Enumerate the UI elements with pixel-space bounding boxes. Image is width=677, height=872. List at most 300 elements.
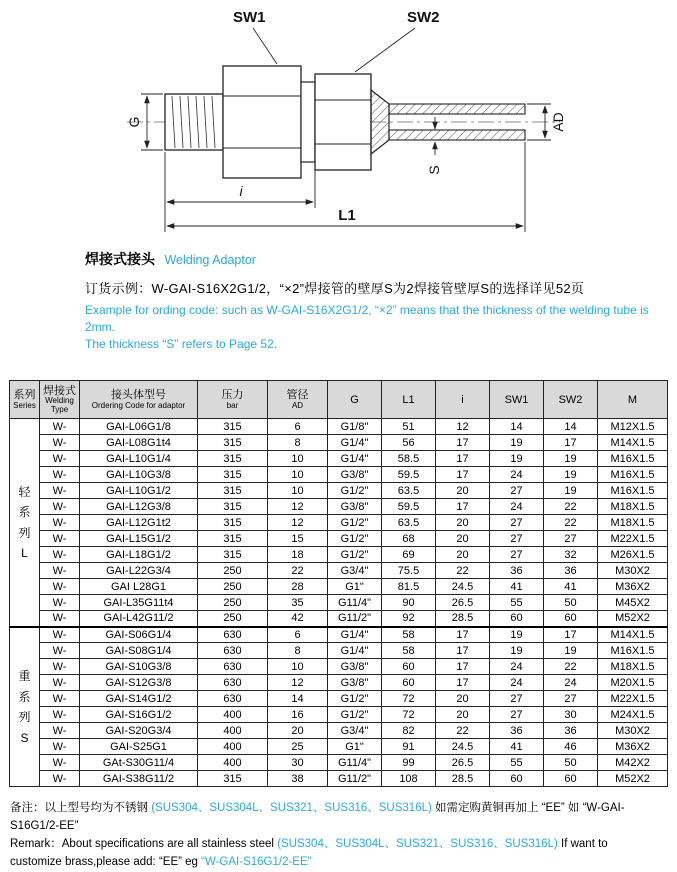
spec-table-head — [10, 381, 668, 419]
table-row — [10, 483, 668, 499]
dim-label-i: i — [239, 183, 243, 199]
table-cell: G1/2" — [328, 483, 382, 499]
column-header: 系列 Series — [10, 381, 40, 419]
ordering-code-cell: GAI-S12G3/8 — [80, 675, 198, 691]
table-cell: W- — [40, 419, 80, 435]
table-cell: 27 — [490, 515, 544, 531]
table-row — [10, 691, 668, 707]
table-cell: 250 — [198, 579, 268, 595]
table-cell: M22X1.5 — [598, 691, 668, 707]
table-row — [10, 675, 668, 691]
ordering-code-cell: GAI-L12G3/8 — [80, 499, 198, 515]
table-cell: M52X2 — [598, 771, 668, 787]
table-cell: 315 — [198, 419, 268, 435]
ordering-code-cell: GAI-L10G3/8 — [80, 467, 198, 483]
table-cell: W- — [40, 723, 80, 739]
table-cell: 81.5 — [382, 579, 436, 595]
table-cell: 35 — [268, 595, 328, 611]
table-cell: 630 — [198, 643, 268, 659]
table-cell: W- — [40, 595, 80, 611]
table-cell: M18X1.5 — [598, 659, 668, 675]
table-cell: G11/2" — [328, 771, 382, 787]
table-cell: 46 — [544, 739, 598, 755]
table-cell: 63.5 — [382, 483, 436, 499]
table-cell: 315 — [198, 771, 268, 787]
table-cell: G1/4" — [328, 435, 382, 451]
table-row — [10, 659, 668, 675]
table-cell: 27 — [490, 547, 544, 563]
table-row — [10, 579, 668, 595]
table-cell: G1" — [328, 739, 382, 755]
remark-text: Remark：About specifications are all stainless steel — [10, 838, 278, 851]
column-header: 压力 bar — [198, 381, 268, 419]
table-cell: 22 — [544, 499, 598, 515]
technical-drawing — [55, 6, 615, 238]
table-cell: 36 — [490, 723, 544, 739]
table-row — [10, 499, 668, 515]
table-cell: 36 — [544, 723, 598, 739]
table-cell: M42X2 — [598, 755, 668, 771]
table-cell: M14X1.5 — [598, 627, 668, 643]
table-cell: 12 — [268, 499, 328, 515]
ordering-code-cell: GAI-L18G1/2 — [80, 547, 198, 563]
table-cell: M12X1.5 — [598, 419, 668, 435]
table-cell: 250 — [198, 563, 268, 579]
table-cell: 400 — [198, 739, 268, 755]
table-cell: G1/2" — [328, 707, 382, 723]
table-cell: 10 — [268, 451, 328, 467]
table-cell: 24 — [544, 675, 598, 691]
remark-section — [10, 800, 667, 871]
table-cell: 27 — [490, 531, 544, 547]
table-cell: 17 — [436, 643, 490, 659]
column-header: i — [436, 381, 490, 419]
collar — [301, 82, 315, 162]
table-row — [10, 451, 668, 467]
table-cell: W- — [40, 611, 80, 627]
table-cell: G1/8" — [328, 419, 382, 435]
ordering-code-cell: GAI-S38G11/2 — [80, 771, 198, 787]
ordering-code-cell: GAt-S30G11/4 — [80, 755, 198, 771]
tube-wall-top — [389, 104, 525, 114]
section-title — [85, 249, 677, 269]
table-cell: 19 — [544, 483, 598, 499]
table-cell: 10 — [268, 483, 328, 499]
table-cell: 63.5 — [382, 515, 436, 531]
table-cell: 17 — [436, 675, 490, 691]
table-row — [10, 739, 668, 755]
table-cell: 60 — [490, 611, 544, 627]
table-row — [10, 547, 668, 563]
ordering-code-cell: GAI-L10G1/2 — [80, 483, 198, 499]
ordering-code-cell: GAI-L15G1/2 — [80, 531, 198, 547]
table-cell: G3/8" — [328, 659, 382, 675]
sw1-leader-line — [253, 28, 277, 64]
table-cell: 36 — [490, 563, 544, 579]
table-cell: G1/4" — [328, 627, 382, 643]
table-cell: G3/8" — [328, 499, 382, 515]
table-cell: 315 — [198, 499, 268, 515]
ordering-code-cell: GAI-S14G1/2 — [80, 691, 198, 707]
ordering-code-cell: GAI-S16G1/2 — [80, 707, 198, 723]
table-cell: W- — [40, 467, 80, 483]
table-cell: M22X1.5 — [598, 531, 668, 547]
ordering-code-cell: GAI-S20G3/4 — [80, 723, 198, 739]
drawing-area — [0, 0, 677, 243]
remark-line — [10, 836, 667, 854]
table-cell: 26.5 — [436, 755, 490, 771]
table-cell: 90 — [382, 595, 436, 611]
table-row — [10, 467, 668, 483]
hex-nut-sw1 — [223, 66, 301, 178]
table-cell: M45X2 — [598, 595, 668, 611]
column-header: G — [328, 381, 382, 419]
table-cell: G1/4" — [328, 451, 382, 467]
table-row — [10, 707, 668, 723]
table-cell: 28 — [268, 579, 328, 595]
table-cell: 51 — [382, 419, 436, 435]
table-cell: G1/2" — [328, 691, 382, 707]
table-cell: 24.5 — [436, 579, 490, 595]
ordering-code-cell: GAI-L42G11/2 — [80, 611, 198, 627]
table-cell: 58.5 — [382, 451, 436, 467]
table-row — [10, 755, 668, 771]
order-example-en-line2: The thickness “S” refers to Page 52. — [85, 336, 278, 351]
table-cell: M18X1.5 — [598, 499, 668, 515]
table-header-row — [10, 381, 668, 419]
table-cell: 14 — [544, 419, 598, 435]
table-cell: 19 — [544, 643, 598, 659]
column-header: SW2 — [544, 381, 598, 419]
table-cell: 55 — [490, 755, 544, 771]
table-cell: 27 — [490, 707, 544, 723]
table-cell: 400 — [198, 755, 268, 771]
table-cell: 20 — [436, 531, 490, 547]
table-row — [10, 435, 668, 451]
table-cell: G3/8" — [328, 467, 382, 483]
intro-section — [85, 249, 677, 352]
table-cell: 82 — [382, 723, 436, 739]
table-cell: 24 — [490, 659, 544, 675]
table-cell: 69 — [382, 547, 436, 563]
table-cell: G1/4" — [328, 643, 382, 659]
table-row — [10, 563, 668, 579]
table-cell: 16 — [268, 707, 328, 723]
column-header: 管径 AD — [268, 381, 328, 419]
table-cell: 36 — [544, 563, 598, 579]
table-row — [10, 419, 668, 435]
table-cell: 17 — [436, 451, 490, 467]
table-cell: G3/4" — [328, 723, 382, 739]
table-cell: 400 — [198, 707, 268, 723]
table-row — [10, 531, 668, 547]
table-cell: 315 — [198, 435, 268, 451]
table-cell: 19 — [490, 643, 544, 659]
table-cell: 60 — [382, 675, 436, 691]
table-cell: 630 — [198, 675, 268, 691]
table-cell: 41 — [544, 579, 598, 595]
remark-text: (SUS304、SUS304L、SUS321、SUS316、SUS316L) — [151, 802, 432, 815]
table-cell: 68 — [382, 531, 436, 547]
table-cell: 12 — [268, 515, 328, 531]
table-cell: 6 — [268, 419, 328, 435]
table-cell: 28.5 — [436, 771, 490, 787]
ordering-code-cell: GAI-L08G1t4 — [80, 435, 198, 451]
table-cell: W- — [40, 659, 80, 675]
table-cell: 32 — [544, 547, 598, 563]
remark-text: customize brass,please add: “EE” eg — [10, 855, 202, 868]
table-cell: 27 — [544, 691, 598, 707]
table-cell: 92 — [382, 611, 436, 627]
table-cell: W- — [40, 675, 80, 691]
table-cell: 630 — [198, 627, 268, 643]
table-cell: M30X2 — [598, 723, 668, 739]
table-cell: 250 — [198, 611, 268, 627]
table-cell: 28.5 — [436, 611, 490, 627]
table-cell: 58 — [382, 643, 436, 659]
table-cell: 315 — [198, 451, 268, 467]
table-cell: 8 — [268, 643, 328, 659]
table-cell: G11/2" — [328, 611, 382, 627]
table-cell: W- — [40, 771, 80, 787]
remark-text: 备注：以上型号均为不锈钢 — [10, 802, 152, 815]
table-cell: 60 — [544, 771, 598, 787]
section-title-en: Welding Adaptor — [164, 253, 256, 267]
table-cell: 27 — [490, 691, 544, 707]
table-cell: 59.5 — [382, 499, 436, 515]
table-cell: W- — [40, 643, 80, 659]
spec-table-body — [10, 419, 668, 787]
remark-text: If want to — [557, 838, 608, 851]
table-cell: 315 — [198, 515, 268, 531]
table-cell: 19 — [490, 435, 544, 451]
transition-cone — [371, 90, 389, 154]
dim-label-sw1: SW1 — [233, 9, 266, 26]
table-cell: 315 — [198, 531, 268, 547]
table-cell: 20 — [436, 515, 490, 531]
table-cell: 17 — [436, 499, 490, 515]
dim-label-s: S — [426, 165, 442, 175]
table-cell: 19 — [490, 627, 544, 643]
table-cell: 19 — [544, 451, 598, 467]
table-cell: M36X2 — [598, 579, 668, 595]
table-cell: 38 — [268, 771, 328, 787]
table-cell: W- — [40, 739, 80, 755]
table-cell: 12 — [436, 419, 490, 435]
column-header: 焊接式 Welding Type — [40, 381, 80, 419]
column-header: 接头体型号 Ordering Code for adaptor — [80, 381, 198, 419]
table-cell: 22 — [544, 515, 598, 531]
table-cell: 17 — [436, 627, 490, 643]
table-cell: 30 — [544, 707, 598, 723]
table-cell: 14 — [490, 419, 544, 435]
table-cell: 55 — [490, 595, 544, 611]
dim-label-l1: L1 — [338, 207, 356, 224]
ordering-code-cell: GAI-L35G11t4 — [80, 595, 198, 611]
table-cell: M24X1.5 — [598, 707, 668, 723]
remark-text: 如需定购黄铜再加上 “EE” 如 “W-GAI-S16G1/2-EE” — [10, 802, 625, 833]
order-example-zh: 订货示例：W-GAI-S16X2G1/2，“×2”焊接管的壁厚S为2焊接管壁厚S的选择详见52页 — [85, 281, 585, 296]
column-header: SW1 — [490, 381, 544, 419]
table-cell: 17 — [436, 659, 490, 675]
section-title-zh: 焊接式接头 — [85, 251, 155, 267]
table-cell: 108 — [382, 771, 436, 787]
table-cell: W- — [40, 627, 80, 643]
column-header: L1 — [382, 381, 436, 419]
table-cell: G1" — [328, 579, 382, 595]
dim-label-sw2: SW2 — [407, 9, 440, 26]
table-cell: 10 — [268, 659, 328, 675]
dim-label-g: G — [126, 116, 142, 128]
table-cell: G1/2" — [328, 547, 382, 563]
table-cell: 26.5 — [436, 595, 490, 611]
table-cell: W- — [40, 499, 80, 515]
table-cell: M52X2 — [598, 611, 668, 627]
ordering-code-cell: GAI-S08G1/4 — [80, 643, 198, 659]
dim-label-ad: AD — [550, 112, 566, 132]
table-row — [10, 643, 668, 659]
table-cell: 20 — [268, 723, 328, 739]
spec-table — [9, 380, 668, 787]
table-row — [10, 771, 668, 787]
table-cell: 27 — [490, 483, 544, 499]
table-cell: 18 — [268, 547, 328, 563]
ordering-code-cell: GAI-L06G1/8 — [80, 419, 198, 435]
table-cell: 50 — [544, 595, 598, 611]
table-cell: W- — [40, 707, 80, 723]
table-cell: 20 — [436, 547, 490, 563]
column-header: M — [598, 381, 668, 419]
table-cell: 50 — [544, 755, 598, 771]
ordering-code-cell: GAI-L22G3/4 — [80, 563, 198, 579]
table-cell: W- — [40, 547, 80, 563]
table-cell: M16X1.5 — [598, 483, 668, 499]
table-cell: 24 — [490, 467, 544, 483]
table-cell: 22 — [544, 659, 598, 675]
table-cell: 17 — [544, 435, 598, 451]
series-label: 重 系 列 S — [10, 627, 40, 787]
table-cell: 60 — [490, 771, 544, 787]
table-cell: W- — [40, 435, 80, 451]
table-cell: 315 — [198, 467, 268, 483]
table-cell: 19 — [490, 451, 544, 467]
table-cell: M16X1.5 — [598, 643, 668, 659]
table-cell: G11/4" — [328, 595, 382, 611]
table-cell: 60 — [382, 659, 436, 675]
table-cell: 250 — [198, 595, 268, 611]
table-row — [10, 595, 668, 611]
table-cell: M14X1.5 — [598, 435, 668, 451]
table-cell: 24 — [490, 675, 544, 691]
table-cell: 22 — [436, 563, 490, 579]
table-cell: 19 — [544, 467, 598, 483]
table-cell: W- — [40, 515, 80, 531]
table-cell: 75.5 — [382, 563, 436, 579]
table-cell: 56 — [382, 435, 436, 451]
table-cell: W- — [40, 691, 80, 707]
table-cell: W- — [40, 451, 80, 467]
table-cell: M26X1.5 — [598, 547, 668, 563]
table-cell: 22 — [268, 563, 328, 579]
table-row — [10, 627, 668, 643]
table-cell: 17 — [544, 627, 598, 643]
table-cell: W- — [40, 579, 80, 595]
table-row — [10, 611, 668, 627]
table-cell: 22 — [436, 723, 490, 739]
table-cell: M36X2 — [598, 739, 668, 755]
table-cell: M30X2 — [598, 563, 668, 579]
table-cell: G1/2" — [328, 531, 382, 547]
ordering-code-cell: GAI-L10G1/4 — [80, 451, 198, 467]
table-cell: 20 — [436, 483, 490, 499]
table-cell: 91 — [382, 739, 436, 755]
remark-line — [10, 854, 667, 872]
table-cell: G3/4" — [328, 563, 382, 579]
table-cell: G11/4" — [328, 755, 382, 771]
table-row — [10, 515, 668, 531]
table-cell: 400 — [198, 723, 268, 739]
ordering-code-cell: GAI-S06G1/4 — [80, 627, 198, 643]
table-cell: 10 — [268, 467, 328, 483]
table-cell: 59.5 — [382, 467, 436, 483]
table-cell: 6 — [268, 627, 328, 643]
table-cell: W- — [40, 483, 80, 499]
table-row — [10, 723, 668, 739]
table-cell: 27 — [544, 531, 598, 547]
table-cell: 315 — [198, 547, 268, 563]
table-cell: 24 — [490, 499, 544, 515]
table-cell: 630 — [198, 659, 268, 675]
series-label: 轻 系 列 L — [10, 419, 40, 627]
table-cell: 41 — [490, 739, 544, 755]
ordering-code-cell: GAI-S25G1 — [80, 739, 198, 755]
table-cell: 15 — [268, 531, 328, 547]
table-cell: 60 — [544, 611, 598, 627]
tube-wall-bottom — [389, 130, 525, 140]
table-cell: M20X1.5 — [598, 675, 668, 691]
table-cell: 8 — [268, 435, 328, 451]
table-cell: G3/8" — [328, 675, 382, 691]
table-cell: 58 — [382, 627, 436, 643]
table-cell: M16X1.5 — [598, 467, 668, 483]
table-cell: W- — [40, 755, 80, 771]
table-cell: 99 — [382, 755, 436, 771]
ordering-code-cell: GAI-S10G3/8 — [80, 659, 198, 675]
remark-line — [10, 800, 667, 836]
table-cell: 24.5 — [436, 739, 490, 755]
hex-nut-sw2 — [315, 74, 371, 170]
table-cell: 20 — [436, 691, 490, 707]
remark-text: (SUS304、SUS304L、SUS321、SUS316、SUS316L) — [277, 838, 558, 851]
ordering-code-cell: GAI-L12G1t2 — [80, 515, 198, 531]
table-cell: G1/2" — [328, 515, 382, 531]
table-cell: 630 — [198, 691, 268, 707]
table-cell: M18X1.5 — [598, 515, 668, 531]
sw2-leader-line — [355, 28, 415, 72]
table-cell: W- — [40, 531, 80, 547]
table-cell: 17 — [436, 467, 490, 483]
table-cell: 72 — [382, 691, 436, 707]
order-example-en-line1: Example for ording code: such as W-GAI-S16X2G1/2, “×2” means that the thickness of the welding tube is 2mm. — [85, 303, 649, 334]
table-cell: 315 — [198, 483, 268, 499]
table-cell: 14 — [268, 691, 328, 707]
table-cell: 42 — [268, 611, 328, 627]
table-cell: W- — [40, 563, 80, 579]
table-cell: 20 — [436, 707, 490, 723]
table-cell: 25 — [268, 739, 328, 755]
table-cell: M16X1.5 — [598, 451, 668, 467]
ordering-code-cell: GAI L28G1 — [80, 579, 198, 595]
